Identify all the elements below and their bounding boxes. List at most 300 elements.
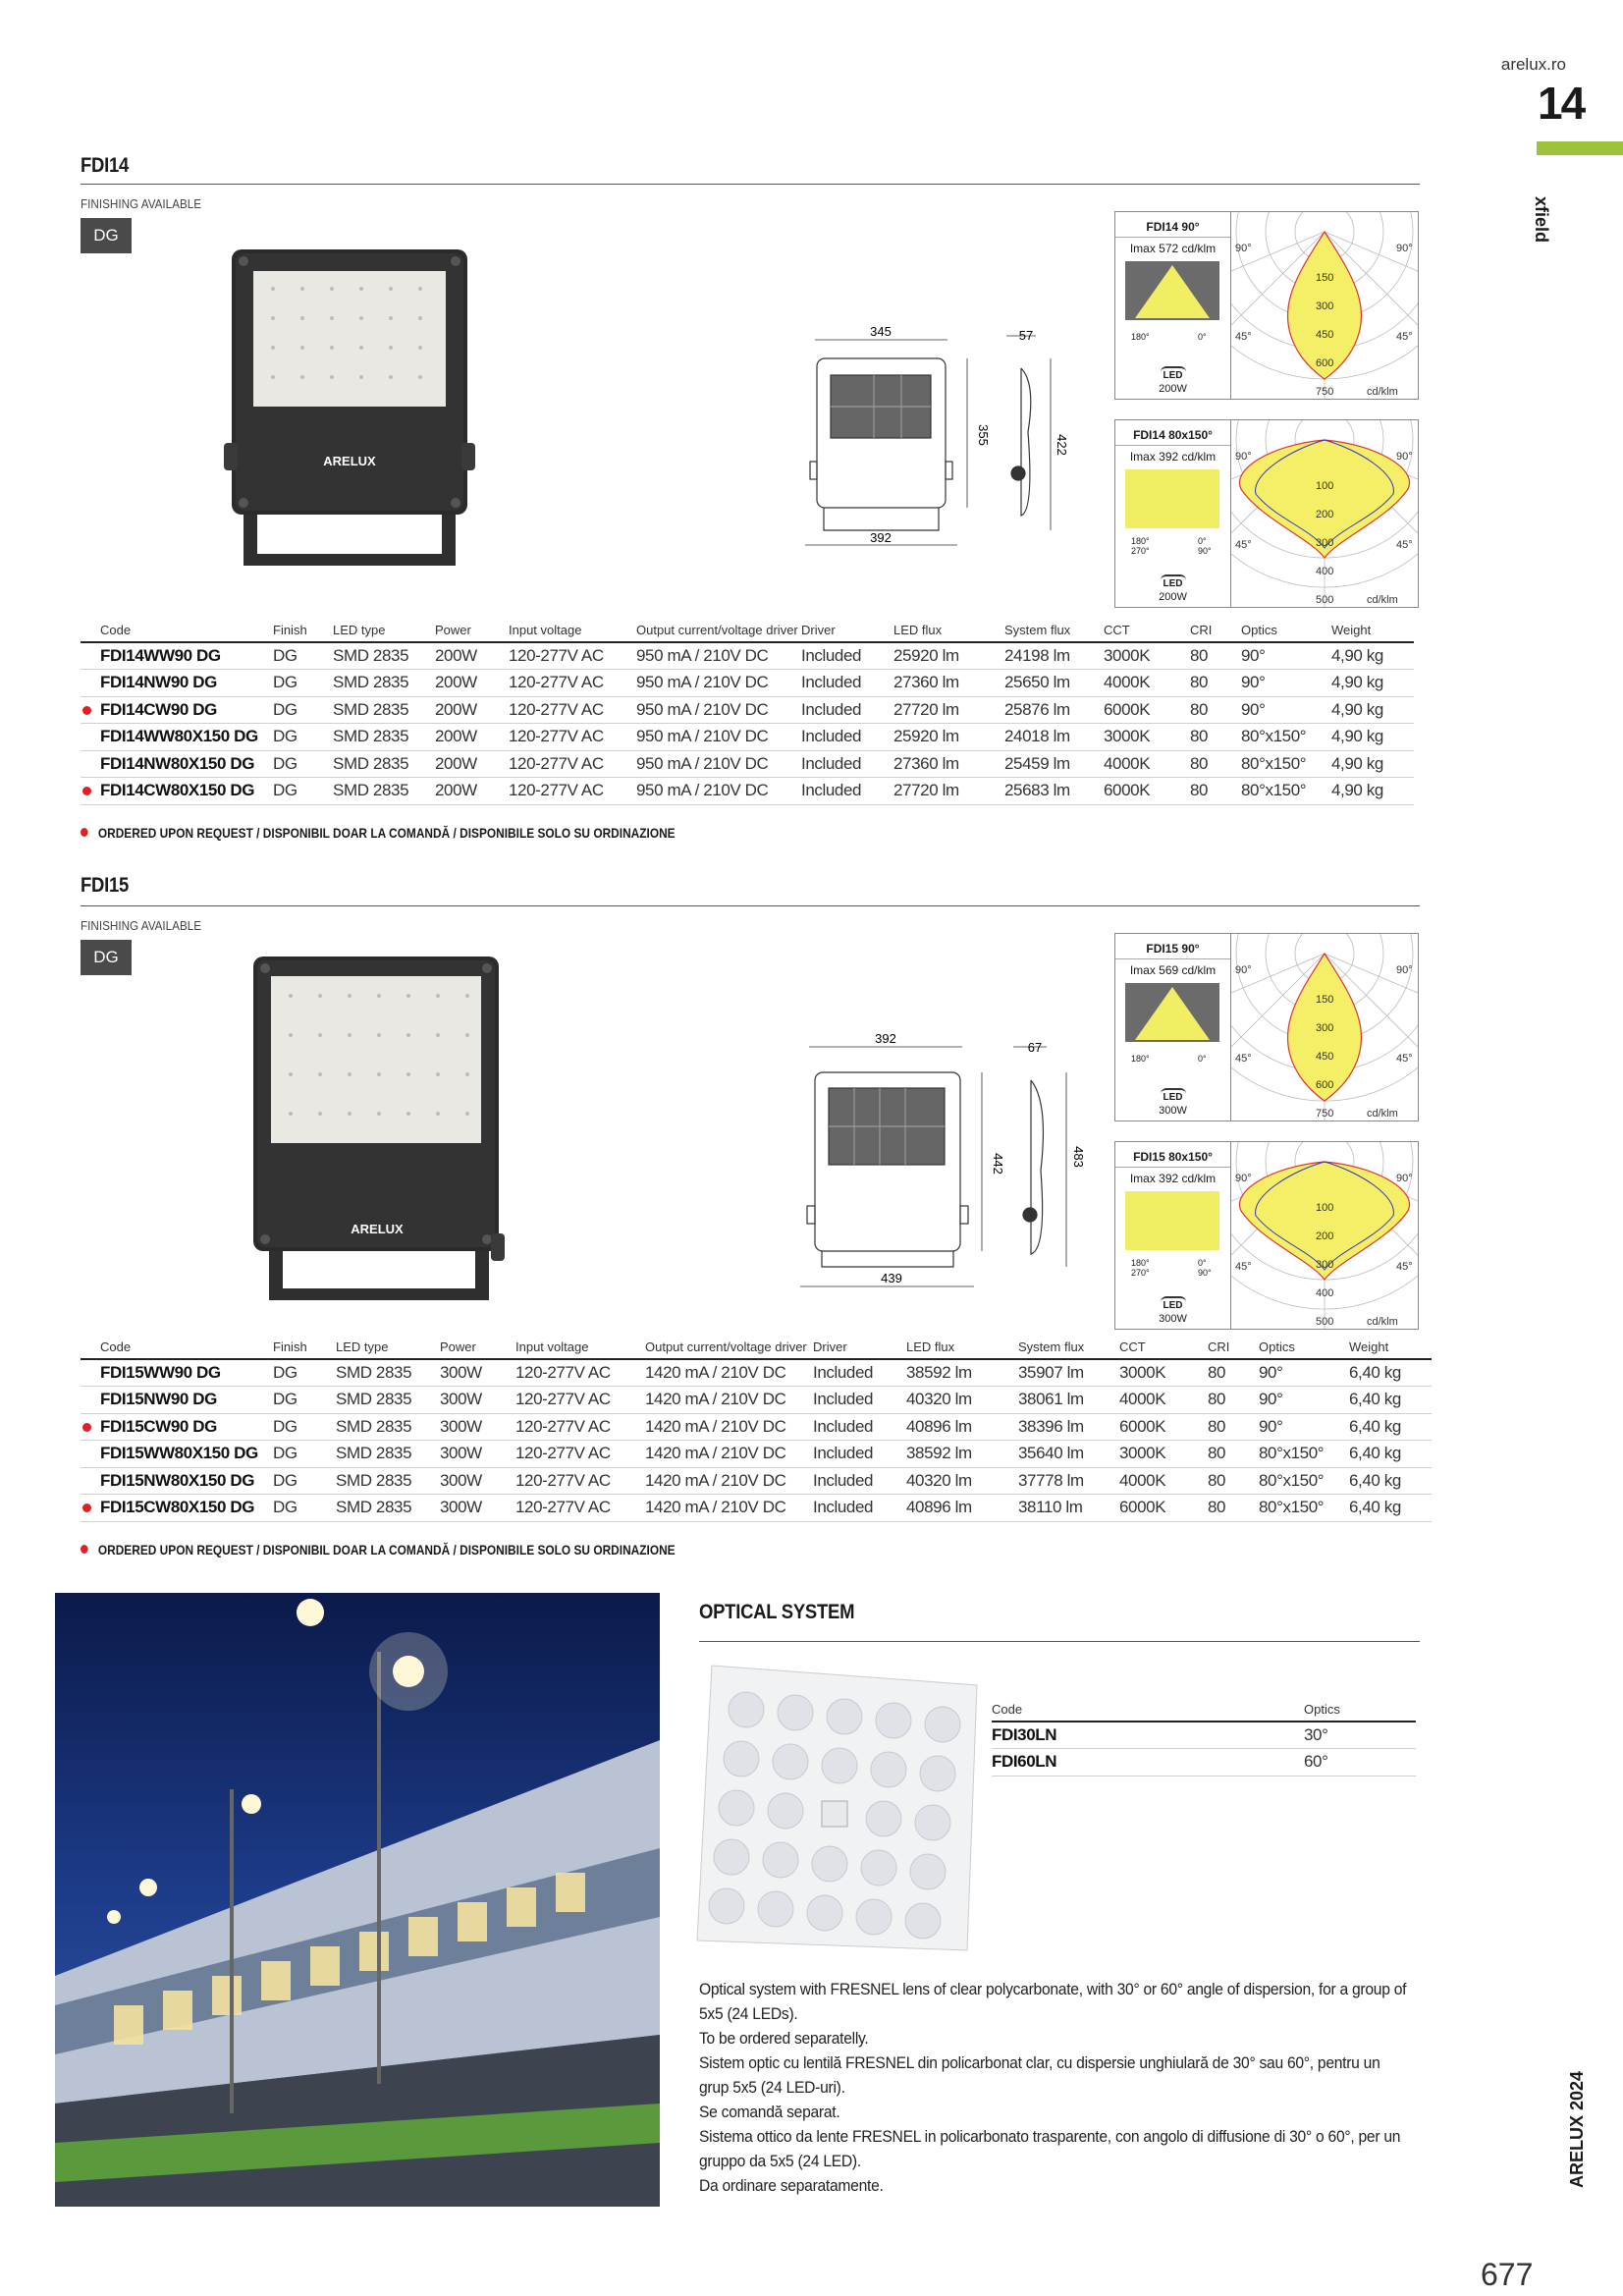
table-cell: 3000K bbox=[1104, 724, 1190, 751]
finish-badge: DG bbox=[81, 940, 132, 975]
table-cell: 120-277V AC bbox=[509, 778, 636, 805]
product-code bbox=[81, 1441, 273, 1468]
table-row bbox=[81, 724, 1414, 751]
scale-value: 450 bbox=[1316, 329, 1334, 341]
table-cell: 80 bbox=[1208, 1441, 1259, 1468]
optic-code: FDI60LN bbox=[992, 1749, 1304, 1777]
product-code-text: FDI14CW90 DG bbox=[100, 699, 217, 719]
table-row bbox=[81, 1467, 1432, 1495]
angle-label: 90° bbox=[1396, 1173, 1413, 1184]
dim-depth: 67 bbox=[1027, 1040, 1043, 1055]
scale-value: 200 bbox=[1316, 1230, 1334, 1242]
angle-label: 45° bbox=[1396, 1261, 1413, 1273]
order-note-text: ORDERED UPON REQUEST / DISPONIBIL DOAR LA COMANDĂ / DISPONIBILE SOLO SU ORDINAZIONE bbox=[97, 825, 676, 841]
beam-icon bbox=[1125, 261, 1219, 320]
table-cell: 4000K bbox=[1104, 670, 1190, 697]
table-cell: 80°x150° bbox=[1241, 750, 1331, 778]
table-cell: 24198 lm bbox=[1004, 642, 1104, 670]
table-cell: Included bbox=[813, 1387, 906, 1414]
order-note bbox=[81, 825, 676, 841]
optic-code: FDI30LN bbox=[992, 1722, 1304, 1749]
photometry-title: FDI15 80x150° bbox=[1115, 1142, 1230, 1168]
table-cell: 3000K bbox=[1104, 642, 1190, 670]
product-photo bbox=[224, 242, 479, 580]
table-cell: SMD 2835 bbox=[336, 1413, 440, 1441]
table-row bbox=[81, 1387, 1432, 1414]
table-cell: 300W bbox=[440, 1441, 515, 1468]
angle-label: 45° bbox=[1235, 539, 1252, 551]
table-cell: 1420 mA / 210V DC bbox=[645, 1359, 813, 1387]
polar-diagram bbox=[1231, 212, 1418, 399]
table-cell: 300W bbox=[440, 1495, 515, 1522]
table-cell: Included bbox=[813, 1467, 906, 1495]
product-code bbox=[81, 670, 273, 697]
table-cell: 4000K bbox=[1104, 750, 1190, 778]
scale-value: 300 bbox=[1316, 1259, 1334, 1271]
dimension-drawing bbox=[795, 1023, 1090, 1298]
description-line: To be ordered separatelly. bbox=[699, 2029, 869, 2048]
scale-value: 400 bbox=[1316, 1287, 1334, 1299]
order-note-text: ORDERED UPON REQUEST / DISPONIBIL DOAR LA COMANDĂ / DISPONIBILE SOLO SU ORDINAZIONE bbox=[97, 1542, 676, 1558]
scale-value: 500 bbox=[1316, 594, 1334, 606]
table-cell: 27720 lm bbox=[893, 696, 1004, 724]
angle-label: 90° bbox=[1235, 1173, 1252, 1184]
table-cell: 80 bbox=[1208, 1467, 1259, 1495]
table-cell: 1420 mA / 210V DC bbox=[645, 1495, 813, 1522]
photometry-title: FDI15 90° bbox=[1115, 934, 1230, 959]
table-cell: 90° bbox=[1241, 642, 1331, 670]
table-cell: 80 bbox=[1190, 670, 1241, 697]
table-cell: 200W bbox=[435, 642, 509, 670]
table-cell: 120-277V AC bbox=[509, 696, 636, 724]
scale-value: 750 bbox=[1316, 386, 1334, 398]
table-row bbox=[81, 642, 1414, 670]
table-cell: Included bbox=[801, 750, 893, 778]
table-cell: 200W bbox=[435, 778, 509, 805]
chapter-name: xfield bbox=[1532, 196, 1551, 244]
table-cell: 40320 lm bbox=[906, 1467, 1018, 1495]
table-cell: 40320 lm bbox=[906, 1387, 1018, 1414]
dim-width-top: 392 bbox=[875, 1031, 896, 1046]
table-cell: DG bbox=[273, 750, 333, 778]
optics-table bbox=[992, 1702, 1416, 1777]
table-cell: 120-277V AC bbox=[515, 1441, 645, 1468]
table-cell: 35640 lm bbox=[1018, 1441, 1119, 1468]
table-cell: 6000K bbox=[1119, 1495, 1208, 1522]
column-header: Finish bbox=[273, 623, 333, 642]
table-cell: 120-277V AC bbox=[509, 670, 636, 697]
photometry-box bbox=[1114, 933, 1419, 1121]
column-header: Input voltage bbox=[515, 1339, 645, 1359]
column-header: System flux bbox=[1004, 623, 1104, 642]
table-cell: DG bbox=[273, 696, 333, 724]
product-code bbox=[81, 696, 273, 724]
table-row bbox=[81, 696, 1414, 724]
dim-height-outer: 483 bbox=[1071, 1146, 1086, 1168]
polar-diagram bbox=[1231, 934, 1418, 1121]
table-cell: 1420 mA / 210V DC bbox=[645, 1387, 813, 1414]
column-header: Finish bbox=[273, 1339, 336, 1359]
column-header: Weight bbox=[1349, 1339, 1432, 1359]
product-code-text: FDI15WW80X150 DG bbox=[100, 1444, 258, 1463]
dim-width-bottom: 392 bbox=[870, 530, 892, 545]
column-header: CCT bbox=[1119, 1339, 1208, 1359]
column-header: LED flux bbox=[906, 1339, 1018, 1359]
column-header: LED type bbox=[336, 1339, 440, 1359]
table-row bbox=[992, 1749, 1416, 1777]
product-code-text: FDI14WW90 DG bbox=[100, 646, 221, 665]
table-cell: SMD 2835 bbox=[336, 1441, 440, 1468]
dim-width-bottom: 439 bbox=[881, 1271, 902, 1285]
photometry-box bbox=[1114, 419, 1419, 608]
angle-label: 90° bbox=[1235, 451, 1252, 463]
photometry-title: FDI14 80x150° bbox=[1115, 420, 1230, 446]
table-cell: 37778 lm bbox=[1018, 1467, 1119, 1495]
column-header: LED type bbox=[333, 623, 435, 642]
product-code-text: FDI15NW80X150 DG bbox=[100, 1470, 255, 1490]
table-cell: 6,40 kg bbox=[1349, 1413, 1432, 1441]
table-cell: 200W bbox=[435, 724, 509, 751]
table-cell: DG bbox=[273, 1467, 336, 1495]
optical-title: OPTICAL SYSTEM bbox=[699, 1601, 855, 1623]
photometry-imax: Imax 572 cd/klm bbox=[1129, 242, 1217, 255]
table-cell: DG bbox=[273, 642, 333, 670]
angle-right: 0° bbox=[1198, 1258, 1207, 1268]
table-cell: 1420 mA / 210V DC bbox=[645, 1467, 813, 1495]
scale-value: 500 bbox=[1316, 1316, 1334, 1328]
table-cell: 80 bbox=[1190, 750, 1241, 778]
table-cell: SMD 2835 bbox=[333, 724, 435, 751]
table-cell: 300W bbox=[440, 1413, 515, 1441]
photometry-title: FDI14 90° bbox=[1115, 212, 1230, 238]
photometry-imax: Imax 392 cd/klm bbox=[1129, 1172, 1217, 1185]
product-code-text: FDI15NW90 DG bbox=[100, 1390, 217, 1409]
table-cell: 6,40 kg bbox=[1349, 1359, 1432, 1387]
table-cell: SMD 2835 bbox=[336, 1387, 440, 1414]
table-cell: 25459 lm bbox=[1004, 750, 1104, 778]
scale-value: 300 bbox=[1316, 1022, 1334, 1034]
section-rule bbox=[81, 905, 1420, 906]
photometry-box bbox=[1114, 1141, 1419, 1330]
product-code bbox=[81, 1359, 273, 1387]
optic-angle: 30° bbox=[1304, 1722, 1416, 1749]
section-title: FDI14 bbox=[81, 154, 130, 177]
photometry-box bbox=[1114, 211, 1419, 400]
table-cell: 3000K bbox=[1119, 1359, 1208, 1387]
table-cell: 1420 mA / 210V DC bbox=[645, 1413, 813, 1441]
table-cell: 25876 lm bbox=[1004, 696, 1104, 724]
table-cell: 27720 lm bbox=[893, 778, 1004, 805]
angle-label: 90° bbox=[1396, 964, 1413, 976]
product-code bbox=[81, 1467, 273, 1495]
building-photo bbox=[55, 1593, 660, 2207]
table-row bbox=[81, 1495, 1432, 1522]
table-cell: 120-277V AC bbox=[509, 724, 636, 751]
on-request-dot bbox=[82, 1503, 91, 1512]
product-photo bbox=[247, 951, 522, 1314]
table-cell: 90° bbox=[1259, 1413, 1349, 1441]
product-code bbox=[81, 778, 273, 805]
table-cell: 120-277V AC bbox=[515, 1495, 645, 1522]
beam-icon bbox=[1125, 983, 1219, 1042]
product-code bbox=[81, 642, 273, 670]
table-cell: 40896 lm bbox=[906, 1413, 1018, 1441]
column-header: CCT bbox=[1104, 623, 1190, 642]
table-cell: 950 mA / 210V DC bbox=[636, 778, 801, 805]
table-cell: 24018 lm bbox=[1004, 724, 1104, 751]
angle-label: 45° bbox=[1235, 1261, 1252, 1273]
finishing-label: FINISHING AVAILABLE bbox=[81, 196, 202, 211]
table-cell: DG bbox=[273, 1495, 336, 1522]
table-cell: Included bbox=[801, 696, 893, 724]
table-cell: SMD 2835 bbox=[333, 750, 435, 778]
table-cell: SMD 2835 bbox=[333, 778, 435, 805]
angle-right: 0° bbox=[1198, 536, 1207, 546]
table-cell: 38396 lm bbox=[1018, 1413, 1119, 1441]
product-code-text: FDI15CW80X150 DG bbox=[100, 1498, 255, 1517]
table-cell: DG bbox=[273, 778, 333, 805]
photometry-power: 300W bbox=[1159, 1313, 1187, 1325]
table-cell: 6000K bbox=[1104, 696, 1190, 724]
table-cell: 6,40 kg bbox=[1349, 1387, 1432, 1414]
optical-description bbox=[699, 1977, 1413, 2198]
polar-diagram bbox=[1231, 420, 1418, 607]
table-cell: Included bbox=[813, 1359, 906, 1387]
on-request-dot bbox=[82, 787, 91, 795]
scale-value: 200 bbox=[1316, 509, 1334, 520]
table-row bbox=[992, 1722, 1416, 1749]
table-cell: SMD 2835 bbox=[336, 1359, 440, 1387]
table-cell: 120-277V AC bbox=[515, 1413, 645, 1441]
table-cell: 6000K bbox=[1104, 778, 1190, 805]
table-cell: 80°x150° bbox=[1241, 778, 1331, 805]
angle-left: 270° bbox=[1131, 1268, 1150, 1278]
angle-right: 0° bbox=[1198, 1054, 1207, 1064]
table-cell: 25683 lm bbox=[1004, 778, 1104, 805]
table-header-row bbox=[81, 623, 1414, 642]
table-cell: 950 mA / 210V DC bbox=[636, 696, 801, 724]
beam-icon bbox=[1125, 469, 1219, 528]
table-cell: Included bbox=[801, 778, 893, 805]
table-cell: 950 mA / 210V DC bbox=[636, 724, 801, 751]
chapter-number: 14 bbox=[1538, 78, 1585, 129]
product-code bbox=[81, 1387, 273, 1414]
order-note bbox=[81, 1542, 676, 1558]
led-icon: LED bbox=[1161, 366, 1186, 381]
table-header-row bbox=[992, 1702, 1416, 1722]
table-cell: 1420 mA / 210V DC bbox=[645, 1441, 813, 1468]
section-rule bbox=[699, 1641, 1420, 1642]
column-header: Driver bbox=[813, 1339, 906, 1359]
product-code-text: FDI14NW90 DG bbox=[100, 673, 217, 692]
table-cell: Included bbox=[801, 670, 893, 697]
table-cell: 25650 lm bbox=[1004, 670, 1104, 697]
table-cell: 4,90 kg bbox=[1331, 696, 1414, 724]
on-request-dot bbox=[82, 1423, 91, 1432]
table-cell: 90° bbox=[1241, 696, 1331, 724]
scale-unit: cd/klm bbox=[1367, 1316, 1398, 1328]
dim-height-outer: 422 bbox=[1055, 434, 1069, 456]
chapter-accent-bar bbox=[1537, 141, 1623, 155]
table-row bbox=[81, 750, 1414, 778]
table-cell: Included bbox=[813, 1441, 906, 1468]
table-cell: 80°x150° bbox=[1241, 724, 1331, 751]
table-cell: 35907 lm bbox=[1018, 1359, 1119, 1387]
photometry-imax: Imax 569 cd/klm bbox=[1129, 963, 1217, 977]
photometry-power: 200W bbox=[1159, 383, 1187, 395]
table-cell: DG bbox=[273, 1359, 336, 1387]
table-cell: 120-277V AC bbox=[515, 1387, 645, 1414]
table-cell: Included bbox=[813, 1495, 906, 1522]
scale-unit: cd/klm bbox=[1367, 1108, 1398, 1120]
table-cell: 300W bbox=[440, 1387, 515, 1414]
column-header: Driver bbox=[801, 623, 893, 642]
column-header: LED flux bbox=[893, 623, 1004, 642]
description-line: Se comandă separat. bbox=[699, 2103, 840, 2121]
table-cell: 80 bbox=[1208, 1413, 1259, 1441]
column-header: Input voltage bbox=[509, 623, 636, 642]
finish-badge: DG bbox=[81, 218, 132, 253]
table-cell: 90° bbox=[1259, 1387, 1349, 1414]
table-cell: 27360 lm bbox=[893, 750, 1004, 778]
section-title: FDI15 bbox=[81, 874, 130, 897]
on-request-dot bbox=[81, 828, 88, 837]
product-label: ARELUX bbox=[351, 1222, 404, 1236]
table-cell: 6000K bbox=[1119, 1413, 1208, 1441]
column-header: Output current/voltage driver bbox=[645, 1339, 813, 1359]
angle-label: 45° bbox=[1235, 331, 1252, 343]
photometry-power: 300W bbox=[1159, 1105, 1187, 1117]
angle-label: 45° bbox=[1396, 331, 1413, 343]
table-cell: DG bbox=[273, 670, 333, 697]
product-code-text: FDI14CW80X150 DG bbox=[100, 781, 255, 800]
table-cell: 4,90 kg bbox=[1331, 750, 1414, 778]
angle-left: 180° bbox=[1131, 1054, 1150, 1064]
catalog-name: ARELUX 2024 bbox=[1567, 2070, 1587, 2188]
column-header: System flux bbox=[1018, 1339, 1119, 1359]
product-code bbox=[81, 1495, 273, 1522]
table-cell: 300W bbox=[440, 1467, 515, 1495]
angle-label: 45° bbox=[1396, 539, 1413, 551]
table-cell: 4,90 kg bbox=[1331, 642, 1414, 670]
table-cell: 80 bbox=[1208, 1495, 1259, 1522]
table-cell: SMD 2835 bbox=[333, 696, 435, 724]
column-header: Weight bbox=[1331, 623, 1414, 642]
dim-depth: 57 bbox=[1018, 328, 1034, 343]
table-header-row bbox=[81, 1339, 1432, 1359]
table-cell: 40896 lm bbox=[906, 1495, 1018, 1522]
column-header: Code bbox=[81, 623, 273, 642]
spec-table bbox=[81, 1339, 1432, 1522]
table-cell: 25920 lm bbox=[893, 724, 1004, 751]
scale-value: 300 bbox=[1316, 301, 1334, 312]
photometry-imax: Imax 392 cd/klm bbox=[1129, 450, 1217, 464]
angle-left: 270° bbox=[1131, 546, 1150, 556]
column-header: CRI bbox=[1190, 623, 1241, 642]
on-request-dot bbox=[81, 1545, 88, 1554]
scale-unit: cd/klm bbox=[1367, 386, 1398, 398]
table-cell: 120-277V AC bbox=[515, 1467, 645, 1495]
product-code-text: FDI15CW90 DG bbox=[100, 1416, 217, 1436]
angle-label: 45° bbox=[1235, 1053, 1252, 1065]
table-cell: 38061 lm bbox=[1018, 1387, 1119, 1414]
table-cell: 950 mA / 210V DC bbox=[636, 642, 801, 670]
scale-value: 750 bbox=[1316, 1108, 1334, 1120]
scale-value: 450 bbox=[1316, 1051, 1334, 1063]
page-number: 677 bbox=[1481, 2257, 1534, 2292]
angle-label: 90° bbox=[1396, 451, 1413, 463]
polar-diagram bbox=[1231, 1142, 1418, 1329]
angle-label: 90° bbox=[1235, 964, 1252, 976]
table-cell: DG bbox=[273, 1413, 336, 1441]
description-line: Da ordinare separatamente. bbox=[699, 2176, 884, 2195]
led-icon: LED bbox=[1161, 1296, 1186, 1311]
led-icon: LED bbox=[1161, 1088, 1186, 1103]
site-url: arelux.ro bbox=[1500, 55, 1566, 74]
spec-table bbox=[81, 623, 1414, 805]
column-header: CRI bbox=[1208, 1339, 1259, 1359]
column-header: Optics bbox=[1241, 623, 1331, 642]
table-cell: Included bbox=[801, 642, 893, 670]
led-icon: LED bbox=[1161, 574, 1186, 589]
column-header: Output current/voltage driver bbox=[636, 623, 801, 642]
table-cell: 120-277V AC bbox=[509, 750, 636, 778]
table-cell: 950 mA / 210V DC bbox=[636, 670, 801, 697]
angle-label: 90° bbox=[1396, 243, 1413, 254]
table-cell: 6,40 kg bbox=[1349, 1441, 1432, 1468]
table-cell: 950 mA / 210V DC bbox=[636, 750, 801, 778]
table-cell: 200W bbox=[435, 696, 509, 724]
table-cell: DG bbox=[273, 1441, 336, 1468]
table-cell: 90° bbox=[1241, 670, 1331, 697]
angle-right: 90° bbox=[1198, 546, 1212, 556]
table-cell: 90° bbox=[1259, 1359, 1349, 1387]
table-cell: 4000K bbox=[1119, 1467, 1208, 1495]
dimension-drawing bbox=[800, 314, 1075, 555]
table-cell: 38592 lm bbox=[906, 1441, 1018, 1468]
photometry-power: 200W bbox=[1159, 591, 1187, 603]
table-cell: SMD 2835 bbox=[333, 642, 435, 670]
description-line: Sistema ottico da lente FRESNEL in policarbonato trasparente, con angolo di diffusione di 30° o 60°, per un gruppo da 5x5 (24 LED). bbox=[699, 2127, 1401, 2170]
column-header: Code bbox=[992, 1702, 1304, 1722]
product-code-text: FDI14WW80X150 DG bbox=[100, 727, 258, 746]
table-cell: 80 bbox=[1190, 696, 1241, 724]
scale-value: 100 bbox=[1316, 480, 1334, 492]
table-cell: 3000K bbox=[1119, 1441, 1208, 1468]
table-cell: 80°x150° bbox=[1259, 1467, 1349, 1495]
table-cell: 4,90 kg bbox=[1331, 724, 1414, 751]
column-header: Code bbox=[81, 1339, 273, 1359]
scale-value: 600 bbox=[1316, 1079, 1334, 1091]
scale-value: 150 bbox=[1316, 994, 1334, 1006]
table-row bbox=[81, 1441, 1432, 1468]
table-cell: 80 bbox=[1190, 778, 1241, 805]
table-cell: 6,40 kg bbox=[1349, 1467, 1432, 1495]
dim-width-top: 345 bbox=[870, 324, 892, 339]
table-cell: SMD 2835 bbox=[333, 670, 435, 697]
angle-left: 180° bbox=[1131, 332, 1150, 342]
table-row bbox=[81, 1413, 1432, 1441]
table-cell: 80 bbox=[1208, 1387, 1259, 1414]
table-cell: 4,90 kg bbox=[1331, 670, 1414, 697]
angle-left: 180° bbox=[1131, 536, 1150, 546]
product-code bbox=[81, 750, 273, 778]
dim-height-inner: 355 bbox=[976, 424, 991, 446]
column-header: Optics bbox=[1259, 1339, 1349, 1359]
description-line: Sistem optic cu lentilă FRESNEL din policarbonat clar, cu dispersie unghiulară de 30° sau 60°, pentru un grup 5x5 (24 LED-uri). bbox=[699, 2053, 1380, 2097]
scale-value: 150 bbox=[1316, 272, 1334, 284]
table-cell: 80°x150° bbox=[1259, 1495, 1349, 1522]
